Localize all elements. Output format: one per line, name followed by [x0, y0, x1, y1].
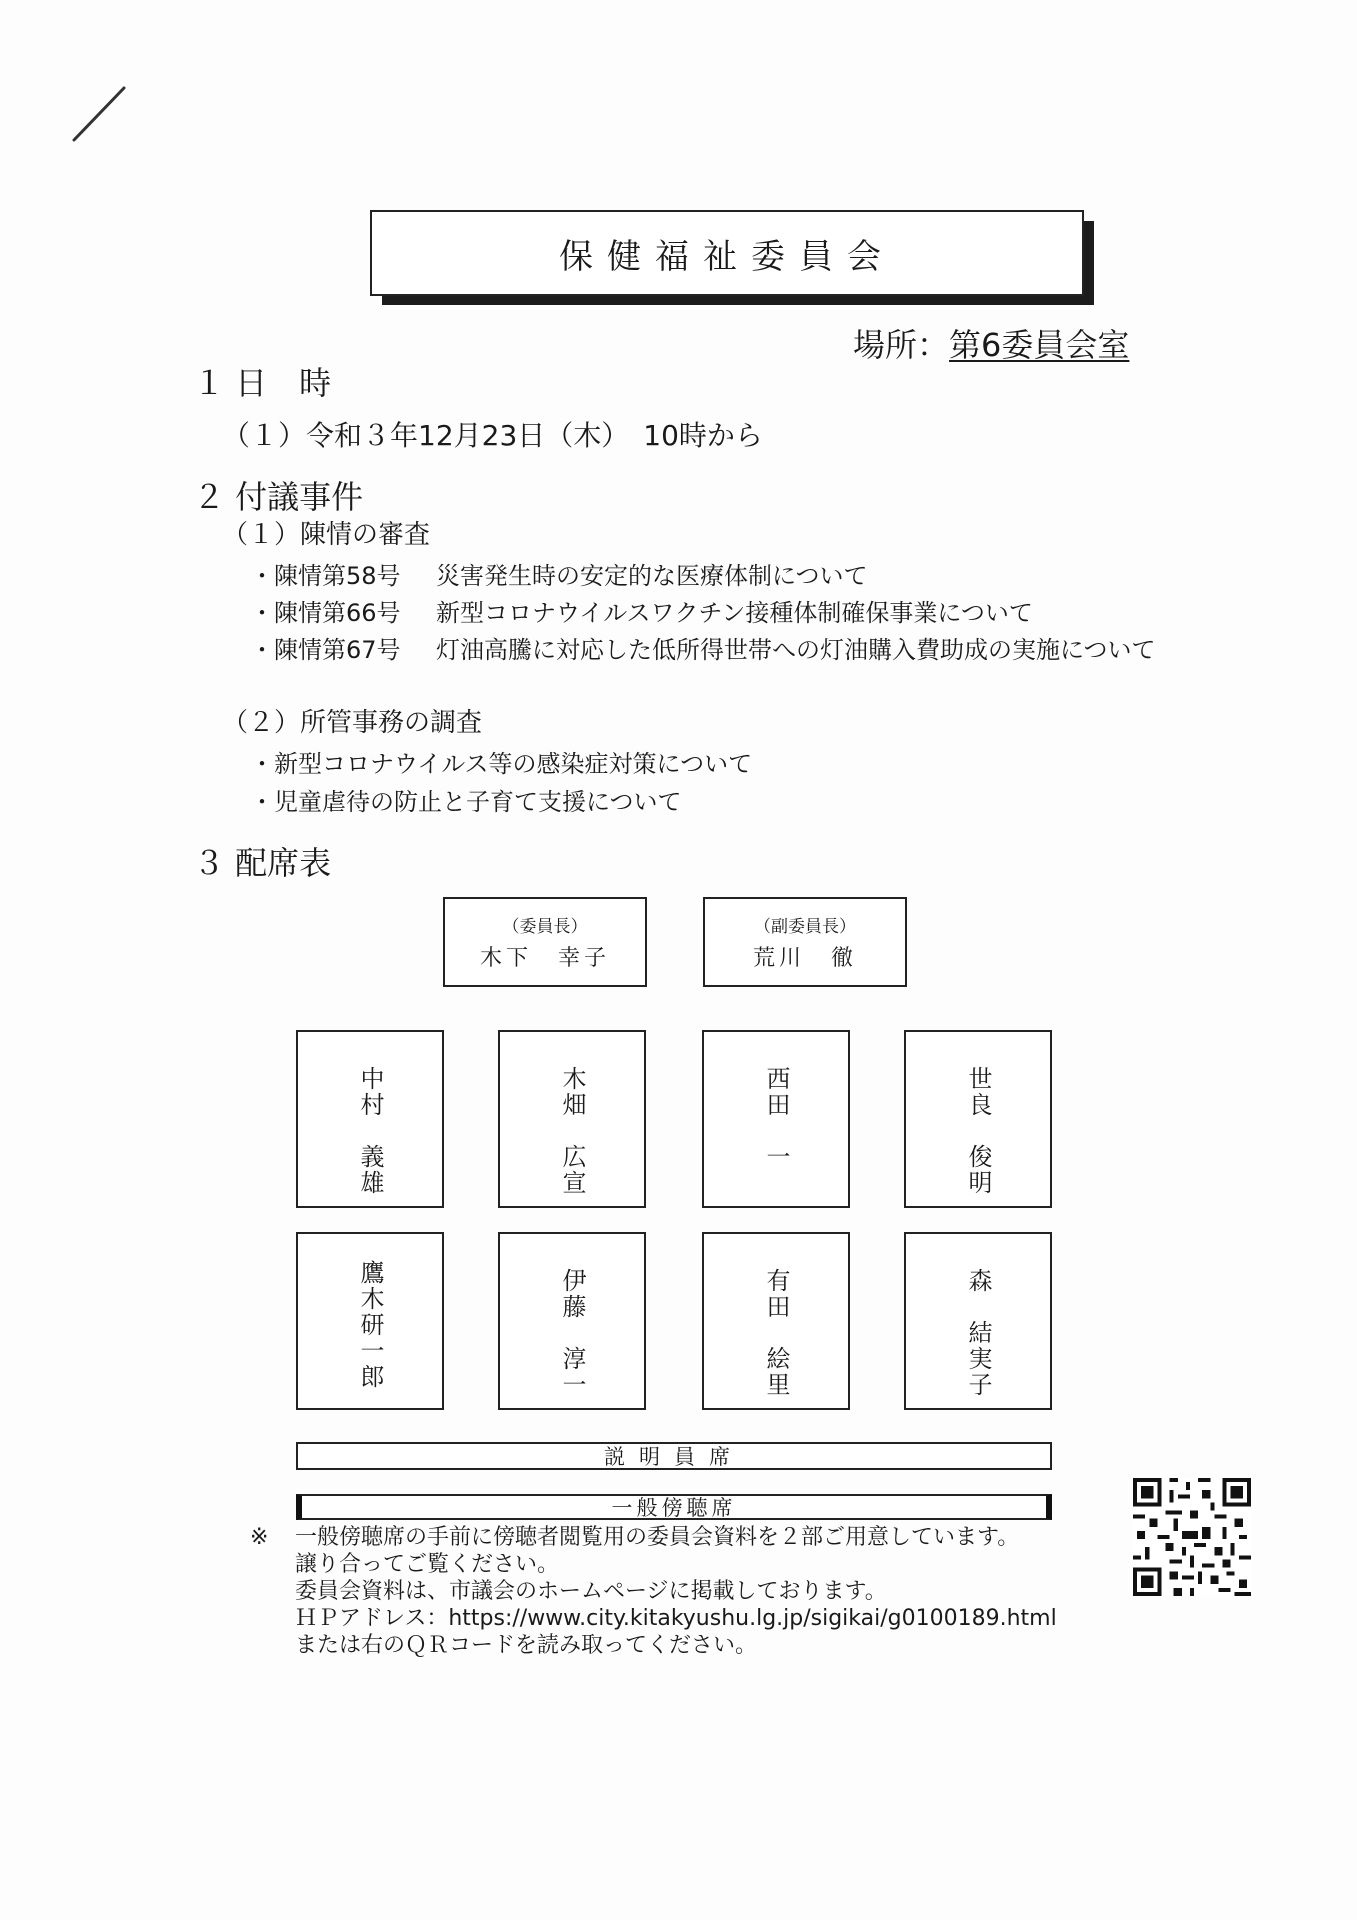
investigation-heading: （２）所管事務の調査: [222, 708, 483, 738]
member-seat: [498, 1232, 646, 1410]
pen-stroke-mark: [72, 84, 132, 144]
title-box: [370, 210, 1084, 296]
chair-name: 木下 幸子: [479, 946, 610, 971]
note-line: ＨＰアドレス：https://www.city.kitakyushu.lg.jp/sigikai/g0100189.html: [295, 1606, 1057, 1631]
list-item: ・児童虐待の防止と子育て支援について: [250, 788, 682, 816]
member-seat: [904, 1232, 1052, 1410]
vice-chair-role: （副委員長）: [754, 917, 856, 937]
petition-title: 新型コロナウイルスワクチン接種体制確保事業について: [436, 599, 1033, 627]
petition-number: 陳情第67号: [274, 636, 401, 664]
member-seat: [296, 1030, 444, 1208]
section-date-heading: １ 日 時: [193, 364, 332, 402]
petition-number: 陳情第66号: [274, 599, 401, 627]
member-seat: [904, 1030, 1052, 1208]
list-item: ・新型コロナウイルス等の感染症対策について: [250, 750, 753, 778]
meeting-place: [853, 320, 1129, 366]
vice-chair-name: 荒川 徹: [752, 946, 857, 971]
member-name: 鷹木研一郎: [356, 1260, 384, 1390]
place-room: 第6委員会室: [949, 326, 1130, 364]
public-gallery-bar: 一般傍聴席: [296, 1494, 1052, 1520]
document-title: 保健福祉委員会: [559, 236, 895, 277]
explainer-seats-bar: 説明員席: [296, 1442, 1052, 1470]
note-line: 譲り合ってご覧ください。: [295, 1552, 560, 1577]
chair-role: （委員長）: [502, 917, 588, 937]
member-name: 伊藤 淳一: [558, 1268, 586, 1398]
member-seat: [702, 1232, 850, 1410]
list-item: ・陳情第58号 災害発生時の安定的な医療体制について: [250, 556, 868, 591]
petition-number: 陳情第58号: [274, 562, 401, 590]
member-name: 世良 俊明: [964, 1066, 992, 1196]
petition-title: 灯油高騰に対応した低所得世帯への灯油購入費助成の実施について: [436, 636, 1156, 664]
note-line: または右のＱＲコードを読み取ってください。: [295, 1633, 758, 1658]
section-agenda-heading: ２ 付議事件: [193, 478, 364, 516]
seating-chart-heading: ３ 配席表: [193, 844, 332, 882]
note-mark: ※: [250, 1525, 269, 1550]
petition-title: 災害発生時の安定的な医療体制について: [436, 562, 868, 590]
meeting-datetime: （１）令和３年12月23日（木） 10時から: [222, 419, 763, 452]
qr-code-icon[interactable]: [1133, 1478, 1251, 1596]
place-label: 場所：: [853, 326, 950, 364]
member-name: 西田 一: [762, 1066, 790, 1170]
member-seat: [498, 1030, 646, 1208]
member-name: 森 結実子: [964, 1268, 992, 1398]
member-name: 中村 義雄: [356, 1066, 384, 1196]
note-line: 委員会資料は、市議会のホームページに掲載しております。: [295, 1579, 887, 1604]
list-item: ・陳情第66号 新型コロナウイルスワクチン接種体制確保事業について: [250, 593, 1033, 628]
list-item: ・陳情第67号 灯油高騰に対応した低所得世帯への灯油購入費助成の実施について: [250, 630, 1156, 665]
note-line: 一般傍聴席の手前に傍聴者閲覧用の委員会資料を２部ご用意しています。: [295, 1525, 1020, 1550]
vice-chair-seat: [703, 897, 907, 987]
note-text: [295, 1524, 1057, 1659]
chair-seat: [443, 897, 647, 987]
petitions-heading: （１）陳情の審査: [222, 520, 431, 550]
member-seat: [702, 1030, 850, 1208]
member-name: 有田 絵里: [762, 1268, 790, 1398]
member-name: 木畑 広宣: [558, 1066, 586, 1196]
member-seat: [296, 1232, 444, 1410]
